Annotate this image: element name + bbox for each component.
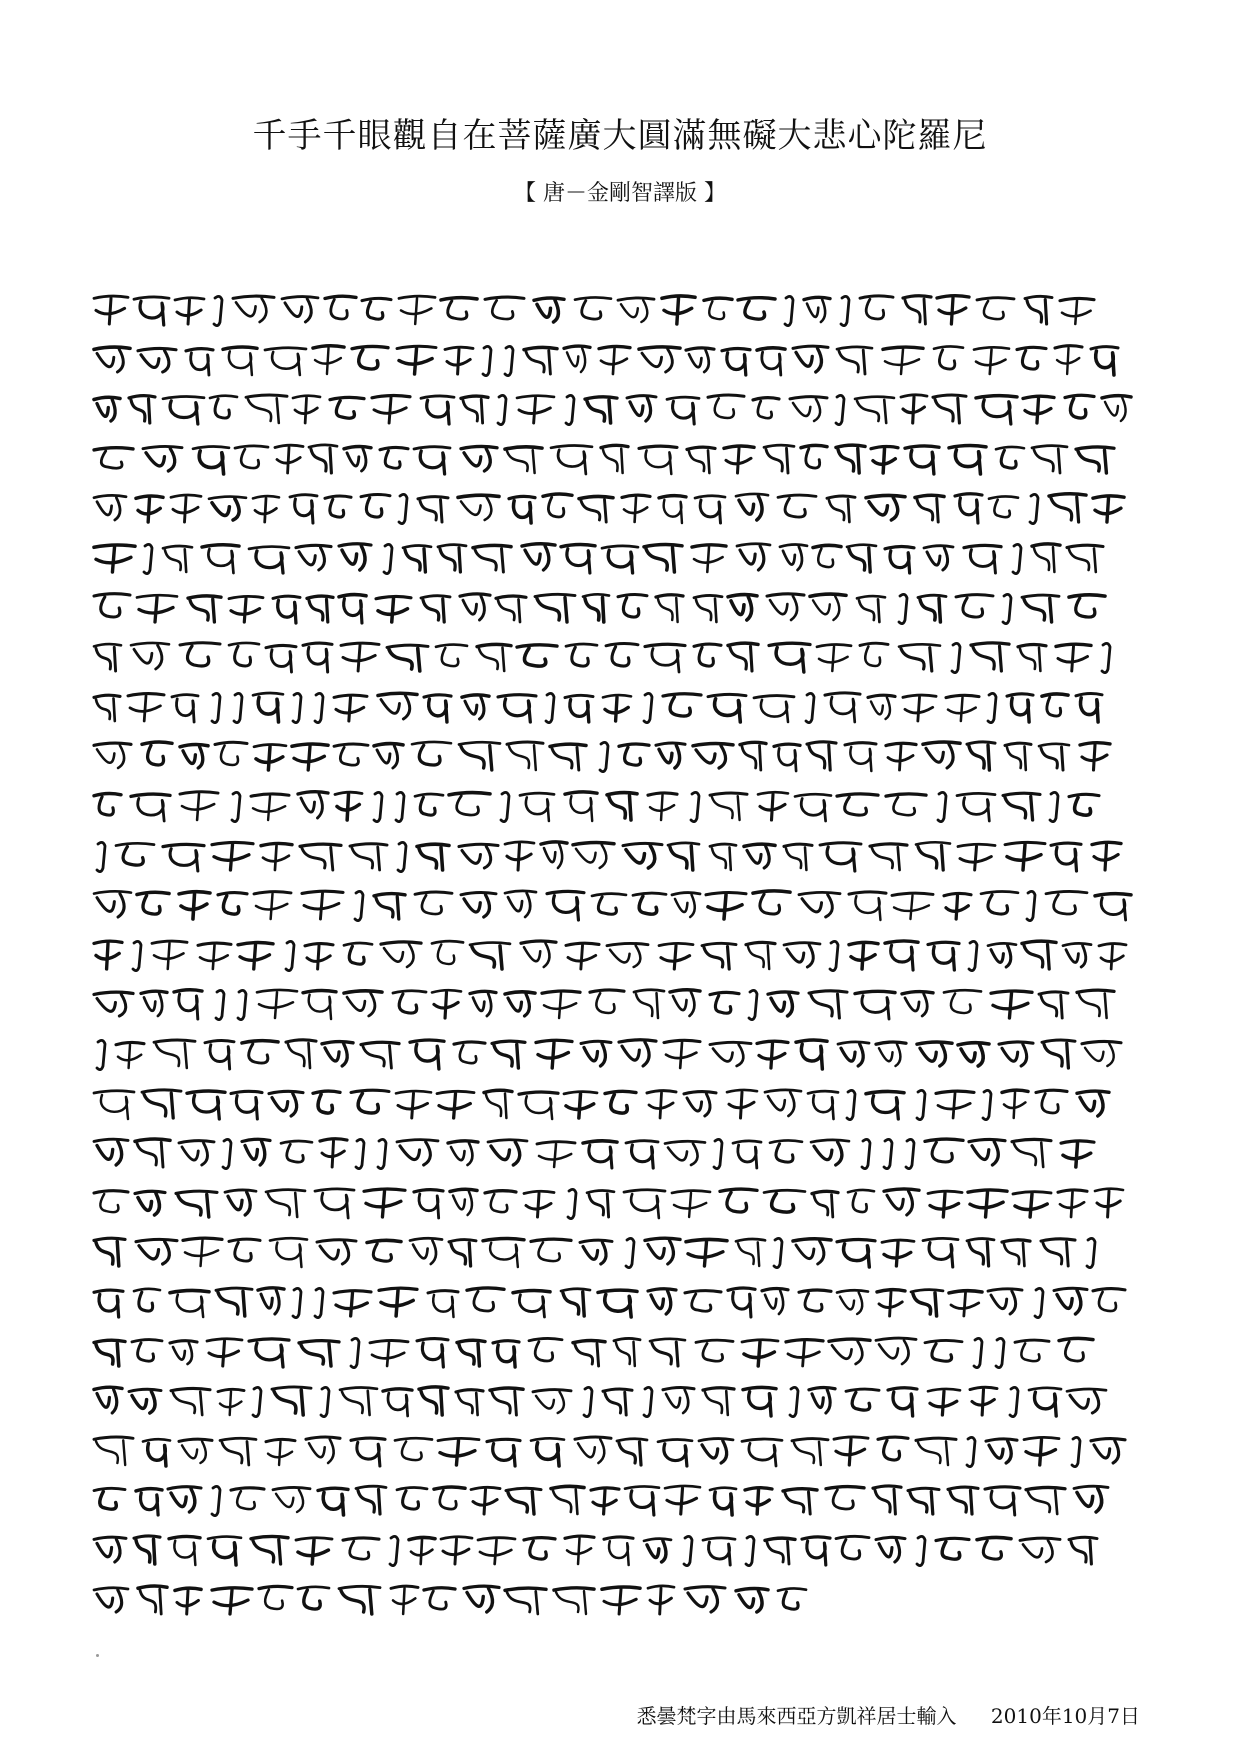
siddham-line — [92, 734, 1142, 774]
siddham-line — [92, 486, 1142, 526]
siddham-line — [92, 1379, 1142, 1419]
siddham-line — [92, 437, 1142, 477]
siddham-line — [92, 536, 1142, 576]
siddham-line — [92, 1429, 1142, 1469]
footer-credit: 悉曇梵字由馬來西亞方凱祥居士輸入 — [636, 1704, 957, 1728]
siddham-line — [92, 1032, 1142, 1072]
document-footer — [637, 1700, 1140, 1729]
siddham-line — [92, 1230, 1142, 1270]
siddham-line — [92, 1478, 1142, 1518]
siddham-line — [92, 685, 1142, 725]
document-title: 千手千眼觀自在菩薩廣大圓滿無礙大悲心陀羅尼 — [252, 116, 988, 156]
siddham-line — [92, 1082, 1142, 1122]
document-subtitle: 【 唐－金剛智譯版 】 — [514, 181, 726, 206]
siddham-line — [92, 1528, 1142, 1568]
siddham-line — [92, 387, 1142, 427]
siddham-line — [92, 1181, 1142, 1221]
siddham-line — [92, 586, 1142, 626]
siddham-line — [92, 883, 1142, 923]
siddham-line — [92, 635, 1142, 675]
siddham-line — [92, 1578, 1142, 1618]
siddham-line — [92, 1131, 1142, 1171]
siddham-text-block — [92, 288, 1142, 1638]
footer-date: 2010年10月7日 — [990, 1704, 1140, 1728]
siddham-line — [92, 338, 1142, 378]
siddham-line — [92, 982, 1142, 1022]
scan-speck — [96, 1654, 99, 1657]
siddham-line — [92, 834, 1142, 874]
siddham-line — [92, 784, 1142, 824]
siddham-line — [92, 933, 1142, 973]
siddham-line — [92, 288, 1142, 328]
siddham-line — [92, 1280, 1142, 1320]
siddham-line — [92, 1330, 1142, 1370]
